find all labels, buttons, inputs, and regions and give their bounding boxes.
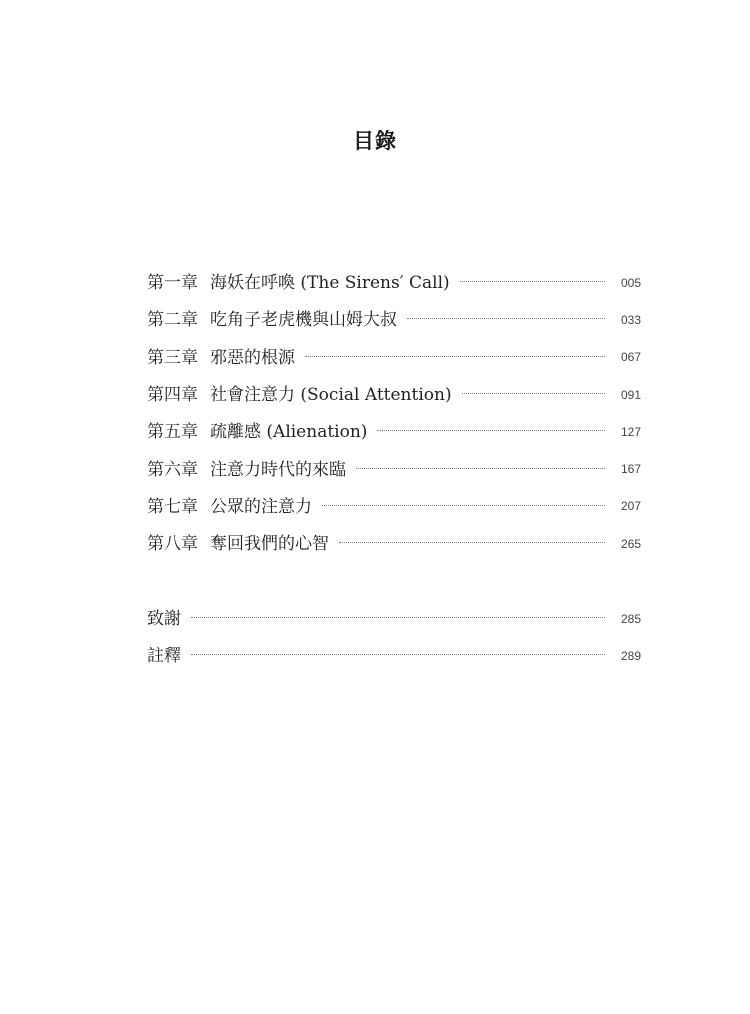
chapter-number: 第一章 bbox=[147, 273, 198, 294]
dot-leader bbox=[377, 430, 605, 431]
page-number: 127 bbox=[620, 424, 641, 439]
page-number: 167 bbox=[620, 462, 641, 477]
toc-entry-chapter-1[interactable] bbox=[147, 262, 641, 299]
dot-leader bbox=[191, 654, 605, 655]
toc-entry-acknowledgements[interactable] bbox=[147, 598, 641, 635]
chapter-title: 社會注意力 (Social Attention) bbox=[210, 385, 452, 406]
chapter-number: 第七章 bbox=[147, 496, 198, 517]
chapter-number: 第六章 bbox=[147, 459, 198, 480]
chapter-title: 公眾的注意力 bbox=[210, 496, 312, 517]
toc-entry-chapter-3[interactable] bbox=[147, 337, 641, 374]
chapter-title: 海妖在呼喚 (The Sirens′ Call) bbox=[210, 273, 450, 294]
chapter-title: 邪惡的根源 bbox=[210, 347, 295, 368]
dot-leader bbox=[462, 393, 605, 394]
page-number: 005 bbox=[620, 275, 641, 290]
dot-leader bbox=[407, 318, 605, 319]
toc-entry-chapter-6[interactable] bbox=[147, 448, 641, 485]
chapter-number: 第四章 bbox=[147, 385, 198, 406]
page-number: 265 bbox=[620, 536, 641, 551]
dot-leader bbox=[356, 468, 605, 469]
page-number: 033 bbox=[620, 312, 641, 327]
back-matter-title: 致謝 bbox=[147, 609, 181, 630]
page-number: 091 bbox=[620, 387, 641, 402]
toc-entry-chapter-2[interactable] bbox=[147, 299, 641, 336]
chapter-list bbox=[147, 262, 641, 560]
dot-leader bbox=[322, 505, 605, 506]
back-matter-title: 註釋 bbox=[147, 646, 181, 667]
toc-entry-chapter-4[interactable] bbox=[147, 374, 641, 411]
chapter-number: 第三章 bbox=[147, 347, 198, 368]
page-number: 207 bbox=[620, 499, 641, 514]
chapter-number: 第八章 bbox=[147, 534, 198, 555]
chapter-number: 第五章 bbox=[147, 422, 198, 443]
toc-entry-notes[interactable] bbox=[147, 635, 641, 672]
page-title: 目錄 bbox=[353, 128, 397, 153]
dot-leader bbox=[305, 356, 605, 357]
dot-leader bbox=[339, 542, 605, 543]
page-number: 067 bbox=[620, 350, 641, 365]
dot-leader bbox=[460, 281, 605, 282]
toc-entry-chapter-7[interactable] bbox=[147, 486, 641, 523]
chapter-number: 第二章 bbox=[147, 310, 198, 331]
page-number: 285 bbox=[620, 611, 641, 626]
dot-leader bbox=[191, 617, 605, 618]
chapter-title: 吃角子老虎機與山姆大叔 bbox=[210, 310, 397, 331]
chapter-title: 疏離感 (Alienation) bbox=[210, 422, 368, 443]
page-number: 289 bbox=[620, 648, 641, 663]
back-matter-list bbox=[147, 598, 641, 673]
toc-entry-chapter-5[interactable] bbox=[147, 411, 641, 448]
toc-entry-chapter-8[interactable] bbox=[147, 523, 641, 560]
chapter-title: 注意力時代的來臨 bbox=[210, 459, 346, 480]
chapter-title: 奪回我們的心智 bbox=[210, 534, 329, 555]
